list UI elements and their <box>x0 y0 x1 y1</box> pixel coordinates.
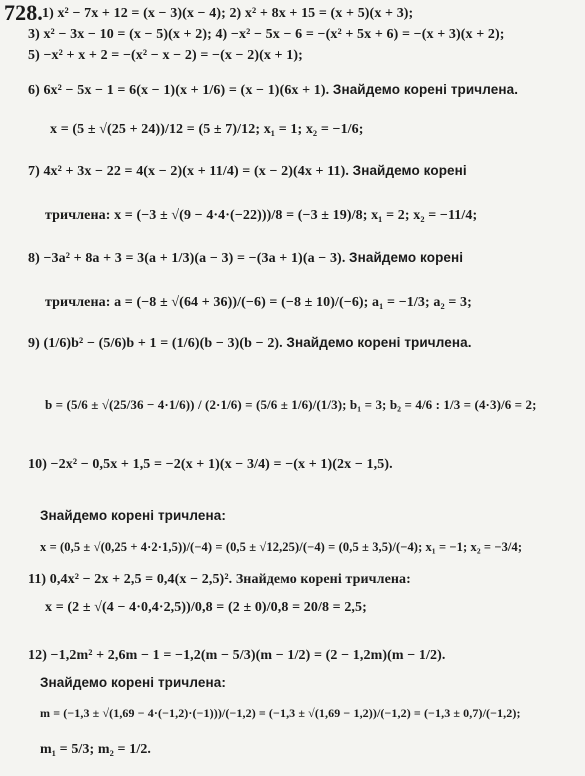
line-3: 5) −x² + x + 2 = −(x² − x − 2) = −(x − 2)(x + 1); <box>28 48 303 63</box>
line-4 <box>28 82 518 99</box>
item-7-formula: 7) 4x² + 3x − 22 = 4(x − 2)(x + 11/4) = (x − 2)(4x + 11). <box>28 164 350 179</box>
find-roots-7: Знайдемо корені <box>352 163 467 178</box>
line-2: 3) x² − 3x − 10 = (x − 5)(x + 2); 4) −x² − 5x − 6 = −(x² + 5x + 6) = −(x + 3)(x + 2); <box>28 27 505 42</box>
find-roots-6: Знайдемо корені тричлена. <box>332 82 519 97</box>
line-8 <box>28 250 463 267</box>
line-13: Знайдемо корені тричлена: <box>40 508 226 523</box>
find-roots-8: Знайдемо корені <box>349 250 464 265</box>
item-9-formula: 9) (1/6)b² − (5/6)b + 1 = (1/6)(b − 3)(b − 2). <box>28 336 283 351</box>
line-18: Знайдемо корені тричлена: <box>40 675 226 690</box>
problem-number: 728. <box>4 0 43 25</box>
line-10 <box>28 335 472 352</box>
line-12: 10) −2x² − 0,5x + 1,5 = −2(x + 1)(x − 3/4) = −(x + 1)(2x − 1,5). <box>28 457 393 472</box>
line-14: x = (0,5 ± √(0,25 + 4·2·1,5))/(−4) = (0,5 ± √12,25)/(−4) = (0,5 ± 3,5)/(−4); x₁ = −1; x₂ = −3/4; <box>40 540 523 554</box>
line-16: x = (2 ± √(4 − 4·0,4·2,5))/0,8 = (2 ± 0)/0,8 = 20/8 = 2,5; <box>45 600 367 615</box>
line-17: 12) −1,2m² + 2,6m − 1 = −1,2(m − 5/3)(m − 1/2) = (2 − 1,2m)(m − 1/2). <box>28 648 446 663</box>
line-15: 11) 0,4x² − 2x + 2,5 = 0,4(x − 2,5)². Знайдемо корені тричлена: <box>28 572 411 587</box>
find-roots-9: Знайдемо корені тричлена. <box>286 335 472 350</box>
line-1: 1) x² − 7x + 12 = (x − 3)(x − 4); 2) x² + 8x + 15 = (x + 5)(x + 3); <box>42 6 414 21</box>
line-5: x = (5 ± √(25 + 24))/12 = (5 ± 7)/12; x₁ = 1; x₂ = −1/6; <box>50 122 364 137</box>
line-7: тричлена: x = (−3 ± √(9 − 4·4·(−22)))/8 = (−3 ± 19)/8; x₁ = 2; x₂ = −11/4; <box>45 208 478 223</box>
item-8-formula: 8) −3a² + 8a + 3 = 3(a + 1/3)(a − 3) = −(3a + 1)(a − 3). <box>28 251 346 266</box>
line-9: тричлена: a = (−8 ± √(64 + 36))/(−6) = (−8 ± 10)/(−6); a₁ = −1/3; a₂ = 3; <box>45 295 472 310</box>
line-6 <box>28 163 467 180</box>
line-20: m₁ = 5/3; m₂ = 1/2. <box>40 742 152 757</box>
line-19: m = (−1,3 ± √(1,69 − 4·(−1,2)·(−1)))/(−1,2) = (−1,3 ± √(1,69 − 1,2))/(−1,2) = (−1,3 ± 0,7)/(−1,2); <box>40 706 521 720</box>
item-6-formula: 6) 6x² − 5x − 1 = 6(x − 1)(x + 1/6) = (x − 1)(6x + 1). <box>28 83 330 98</box>
line-11: b = (5/6 ± √(25/36 − 4·1/6)) / (2·1/6) = (5/6 ± 1/6)/(1/3); b₁ = 3; b₂ = 4/6 : 1/3 = (4·3)/6 = 2; <box>45 397 537 412</box>
